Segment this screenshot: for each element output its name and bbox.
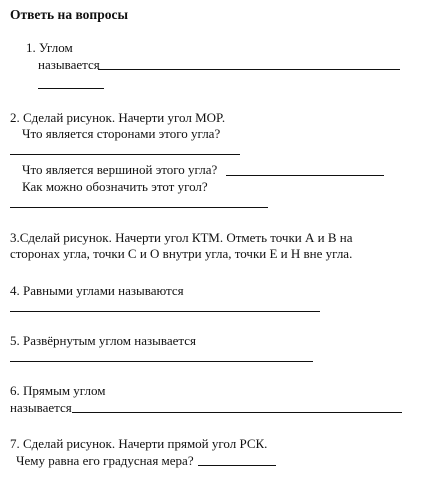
question-2-vertex-answer-line[interactable] <box>226 175 384 176</box>
question-6-continuation: называется <box>10 400 72 415</box>
question-1-answer-line-2[interactable] <box>38 88 104 89</box>
question-2-text: 2. Сделай рисунок. Начерти угол MOP. <box>10 110 226 125</box>
question-2-sides-prompt: Что является сторонами этого угла? <box>22 126 221 141</box>
question-5-text: 5. Развёрнутым углом называется <box>10 333 196 348</box>
question-1-text: 1. Углом <box>26 40 73 55</box>
question-2-notation-answer-line[interactable] <box>10 207 268 208</box>
question-3-text-line-2: сторонах угла, точки С и О внутри угла, точки Е и Н вне угла. <box>10 246 353 261</box>
question-7-prompt: Чему равна его градусная мера? <box>16 453 194 468</box>
question-3-text: 3.Сделай рисунок. Начерти угол КТМ. Отметь точки А и В на <box>10 230 353 245</box>
question-5-answer-line[interactable] <box>10 361 313 362</box>
question-2-vertex-prompt: Что является вершиной этого угла? <box>22 162 218 177</box>
question-4-text: 4. Равными углами называются <box>10 283 184 298</box>
question-7-text: 7. Сделай рисунок. Начерти прямой угол РСК. <box>10 436 268 451</box>
question-7-answer-line[interactable] <box>198 465 276 466</box>
question-1-continuation: называется <box>38 57 100 72</box>
question-4-answer-line[interactable] <box>10 311 320 312</box>
worksheet-title: Ответь на вопросы <box>10 7 128 22</box>
question-1-answer-line-1[interactable] <box>98 69 400 70</box>
question-2-notation-prompt: Как можно обозначить этот угол? <box>22 179 208 194</box>
question-6-text: 6. Прямым углом <box>10 383 106 398</box>
question-6-answer-line[interactable] <box>72 412 402 413</box>
question-2-sides-answer-line[interactable] <box>10 154 240 155</box>
